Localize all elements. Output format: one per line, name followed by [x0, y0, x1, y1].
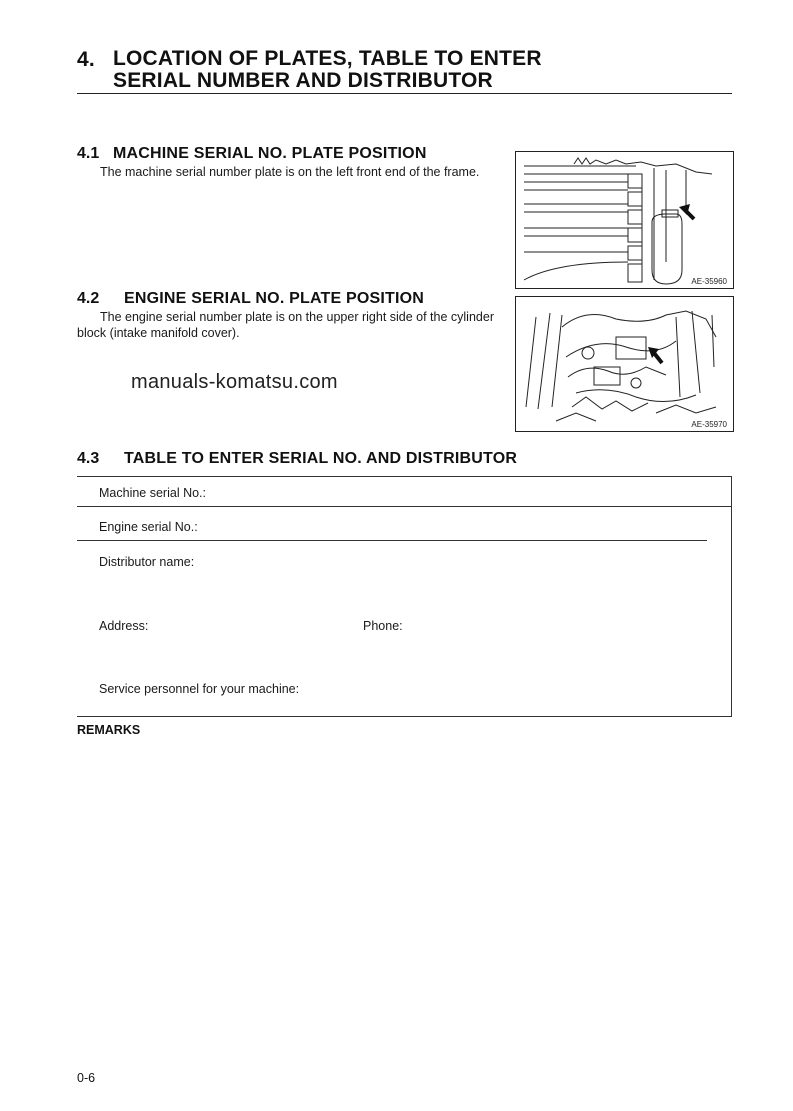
- engine-figure-label: AE-35970: [691, 420, 727, 429]
- table-row-divider: [77, 540, 707, 541]
- section-4-1-title: MACHINE SERIAL NO. PLATE POSITION: [113, 145, 427, 162]
- chapter-title-line-1: LOCATION OF PLATES, TABLE TO ENTER: [113, 47, 542, 70]
- engine-illustration: [516, 297, 733, 431]
- section-4-3-number: 4.3: [77, 450, 100, 467]
- chapter-rule: [77, 93, 732, 94]
- engine-serial-field[interactable]: Engine serial No.:: [99, 520, 198, 534]
- section-4-2-number: 4.2: [77, 290, 100, 307]
- chapter-title: [113, 48, 542, 92]
- section-4-3-title: TABLE TO ENTER SERIAL NO. AND DISTRIBUTOR: [124, 450, 518, 467]
- table-row-divider: [77, 506, 732, 507]
- table-bottom-border: [77, 716, 732, 717]
- machine-figure-label: AE-35960: [691, 277, 727, 286]
- machine-frame-illustration: [516, 152, 733, 288]
- table-right-border: [731, 476, 732, 717]
- chapter-title-line-2: SERIAL NUMBER AND DISTRIBUTOR: [113, 69, 493, 92]
- remarks-heading: REMARKS: [77, 723, 141, 737]
- engine-plate-figure: [515, 296, 734, 432]
- table-top-border: [77, 476, 732, 477]
- section-4-2-title: ENGINE SERIAL NO. PLATE POSITION: [124, 290, 425, 307]
- address-field[interactable]: Address:: [99, 619, 149, 633]
- machine-plate-arrow-icon: [679, 204, 694, 219]
- serial-distributor-table: [77, 476, 732, 717]
- chapter-number: 4.: [77, 48, 95, 71]
- page-number: 0-6: [77, 1071, 96, 1085]
- service-personnel-field[interactable]: Service personnel for your machine:: [99, 682, 300, 696]
- section-4-1-text: The machine serial number plate is on the left front end of the frame.: [100, 165, 480, 179]
- distributor-name-field[interactable]: Distributor name:: [99, 555, 195, 569]
- phone-field[interactable]: Phone:: [363, 619, 403, 633]
- machine-plate-figure: [515, 151, 734, 289]
- machine-serial-field[interactable]: Machine serial No.:: [99, 486, 206, 500]
- watermark: manuals-komatsu.com: [131, 371, 338, 393]
- section-4-2-text: The engine serial number plate is on the upper right side of the cylinder block (intake manifold cover).: [77, 310, 494, 340]
- section-4-1-number: 4.1: [77, 145, 100, 162]
